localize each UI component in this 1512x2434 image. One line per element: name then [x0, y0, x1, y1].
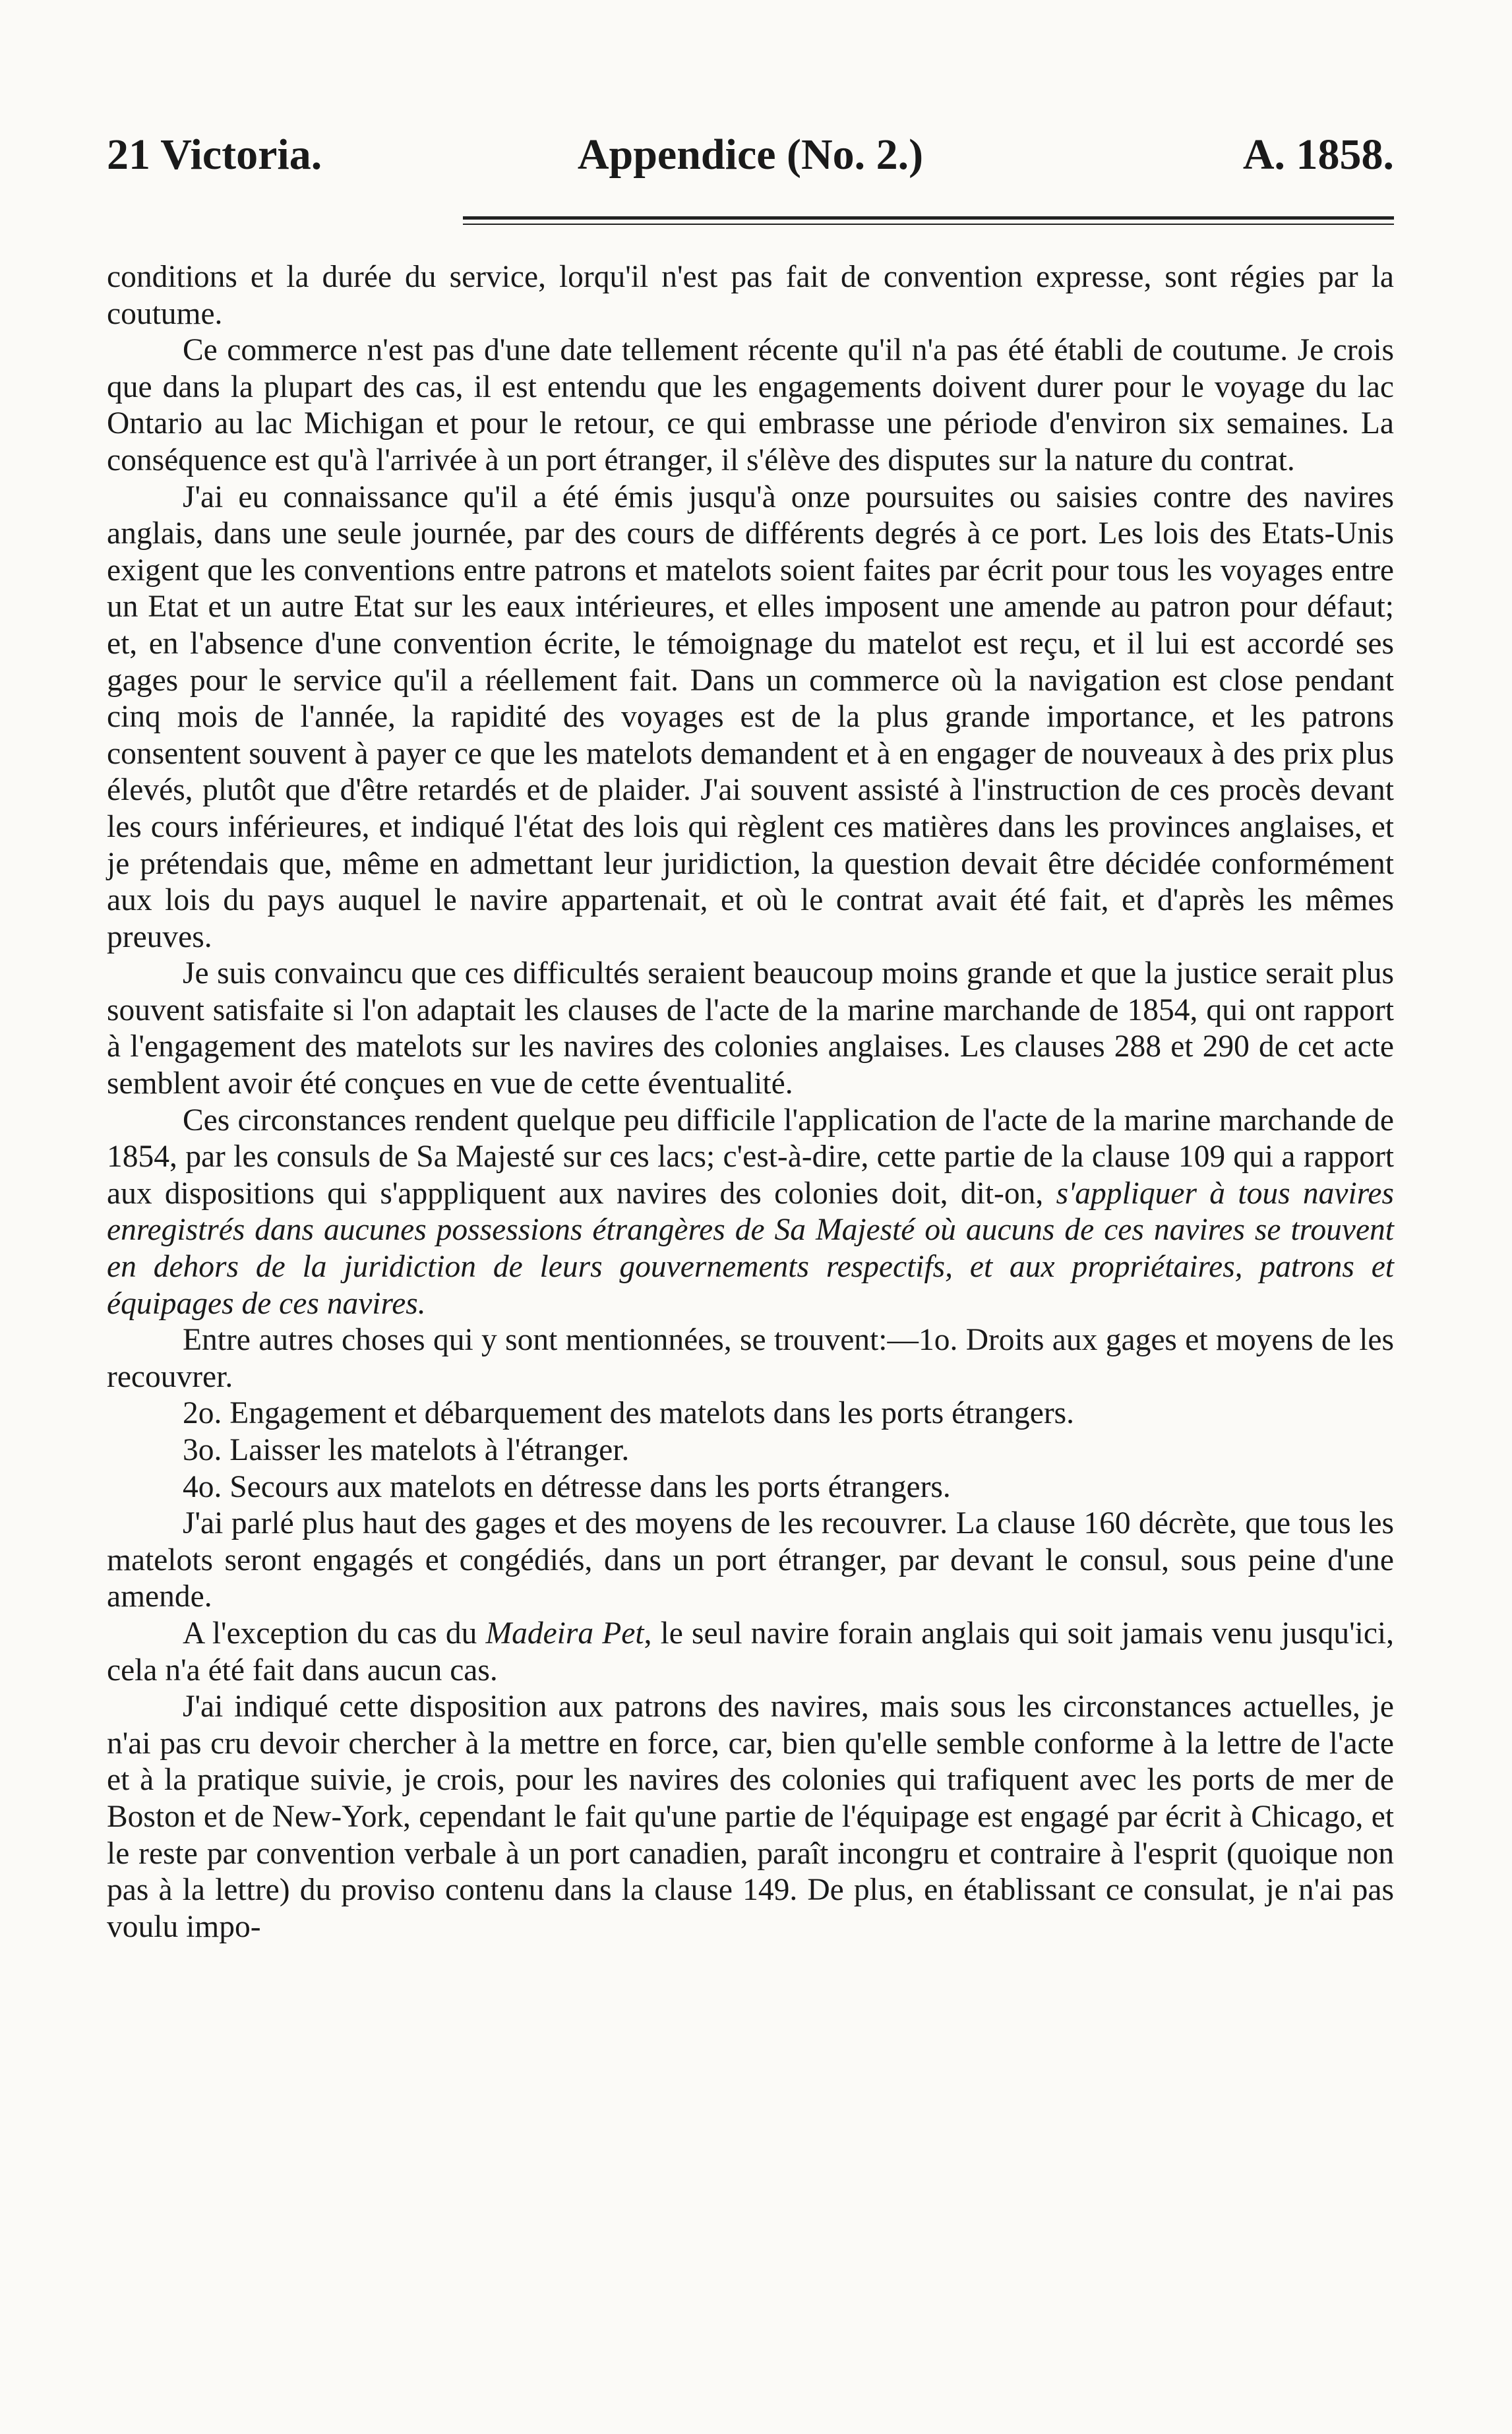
header-rule-thick [463, 216, 1394, 220]
paragraph [107, 1469, 1394, 1506]
text-run: Je suis convaincu que ces difficultés seraient beaucoup moins grande et que la justice serait plus souvent satisfaite si l'on adaptait les clauses de l'acte de la marine marchande de 1854, qui ont rapport à l'engagement des matelots sur les navires des colonies anglaises. Les clauses 288 et 290 de cet acte semblent avoir été conçues en vue de cette éventualité. [107, 956, 1394, 1101]
text-run: 2o. Engagement et débarquement des matelots dans les ports étrangers. [183, 1396, 1075, 1431]
text-run: Entre autres choses qui y sont mentionnées, se trouvent:—1o. Droits aux gages et moyens de les recouvrer. [107, 1323, 1394, 1394]
text-run: Ces circonstances rendent quelque peu difficile l'application de l'acte de la marine marchande de 1854, par les consuls de Sa Majesté sur ces lacs; c'est-à-dire, cette partie de la clause 109 qui a rapport aux dispositions qui s'apppliquent aux navires des colonies doit, dit-on, [107, 1103, 1394, 1211]
header-appendix-title: Appendice (No. 2.) [577, 131, 924, 179]
paragraph [107, 1616, 1394, 1689]
paragraph [107, 1689, 1394, 1945]
text-run: conditions et la durée du service, lorqu'il n'est pas fait de convention expresse, sont régies par la coutume. [107, 260, 1394, 331]
paragraph [107, 1506, 1394, 1616]
paragraph [107, 956, 1394, 1102]
body-text [107, 259, 1394, 1945]
page-header [107, 119, 1394, 191]
header-rule-thin [463, 224, 1394, 225]
text-run: , le seul navire forain anglais qui soit jamais venu jusqu'ici, cela n'a été fait dans aucun cas. [107, 1616, 1394, 1688]
text-run: 3o. Laisser les matelots à l'étranger. [183, 1433, 630, 1467]
header-regnal-year: 21 Victoria. [107, 131, 322, 179]
paragraph [107, 479, 1394, 956]
header-year: A. 1858. [1242, 131, 1394, 179]
italic-text: s'appliquer à tous navires enregistrés dans aucunes possessions étrangères de Sa Majesté où aucuns de ces navires se trouvent en dehors de la juridiction de leurs gouvernements respectifs, et aux propriétaires, patrons et équipages de ces navires. [107, 1176, 1394, 1321]
paragraph [107, 1103, 1394, 1323]
text-run: Ce commerce n'est pas d'une date tellement récente qu'il n'a pas été établi de coutume. Je crois que dans la plupart des cas, il est entendu que les engagements doivent durer pour le voyage du lac Ontario au lac Michigan et pour le retour, ce qui embrasse une période d'environ six semaines. La conséquence est qu'à l'arrivée à un port étranger, il s'élève des disputes sur la nature du contrat. [107, 333, 1394, 477]
text-run: A l'exception du cas du [183, 1616, 486, 1651]
italic-text: Madeira Pet [485, 1616, 644, 1651]
text-run: J'ai eu connaissance qu'il a été émis jusqu'à onze poursuites ou saisies contre des navires anglais, dans une seule journée, par des cours de différents degrés à ce port. Les lois des Etats-Unis exigent que les conventions entre patrons et matelots soient faites par écrit pour tous les voyages entre un Etat et un autre Etat sur les eaux intérieures, et elles imposent une amende au patron pour défaut; et, en l'absence d'une convention écrite, le témoignage du matelot est reçu, et il lui est accordé ses gages pour le service qu'il a réellement fait. Dans un commerce où la navigation est close pendant cinq mois de l'année, la rapidité des voyages est de la plus grande importance, et les patrons consentent souvent à payer ce que les matelots demandent et à en engager de nouveaux à des prix plus élevés, plutôt que d'être retardés et de plaider. J'ai souvent assisté à l'instruction de ces procès devant les cours inférieures, et indiqué l'état des lois qui règlent ces matières dans les provinces anglaises, et je prétendais que, même en admettant leur juridiction, la question devait être décidée conformément aux lois du pays auquel le navire appartenait, et où le contrat avait été fait, et d'après les mêmes preuves. [107, 479, 1394, 954]
paragraph [107, 1432, 1394, 1469]
document-page [107, 119, 1394, 1945]
paragraph [107, 332, 1394, 479]
paragraph [107, 1322, 1394, 1395]
text-run: 4o. Secours aux matelots en détresse dans les ports étrangers. [183, 1469, 951, 1504]
header-rule [107, 216, 1394, 225]
text-run: J'ai parlé plus haut des gages et des moyens de les recouvrer. La clause 160 décrète, que tous les matelots seront engagés et congédiés, dans un port étranger, par devant le consul, sous peine d'une amende. [107, 1506, 1394, 1614]
paragraph [107, 259, 1394, 332]
paragraph [107, 1395, 1394, 1432]
text-run: J'ai indiqué cette disposition aux patrons des navires, mais sous les circonstances actuelles, je n'ai pas cru devoir chercher à la mettre en force, car, bien qu'elle semble conforme à la lettre de l'acte et à la pratique suivie, je crois, pour les navires des colonies qui trafiquent avec les ports de mer de Boston et de New-York, cependant le fait qu'une partie de l'équipage est engagé par écrit à Chicago, et le reste par convention verbale à un port canadien, paraît incongru et contraire à l'esprit (quoique non pas à la lettre) du proviso contenu dans la clause 149. De plus, en établissant ce consulat, je n'ai pas voulu impo- [107, 1689, 1394, 1944]
